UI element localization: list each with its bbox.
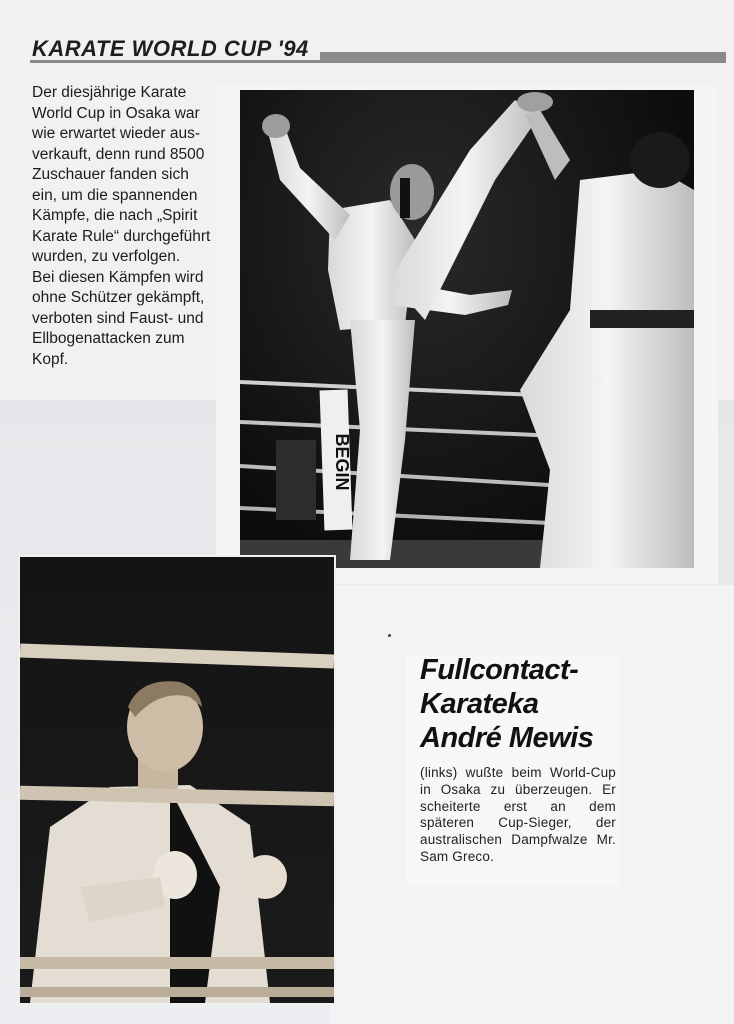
caption-title-line: André Mewis	[420, 722, 594, 754]
caption-text: (links) wußte beim World-Cup in Osaka zu überzeugen. Er scheiterte erst an dem späteren Cup-Sieger, der australischen Dampfwalze Mr. Sam Greco.	[420, 765, 616, 864]
intro-line: Der diesjährige Karate	[32, 84, 187, 101]
intro-line: wurden, zu verfolgen.	[32, 248, 181, 265]
intro-line: verboten sind Faust- und	[32, 309, 204, 327]
article-title: KARATE WORLD CUP '94	[32, 36, 309, 61]
belt-label: BEGIN	[332, 433, 352, 491]
fight-photo-image	[240, 90, 694, 568]
intro-line: Ellbogenattacken zum	[32, 330, 185, 347]
caption-title-line: Karateka	[420, 688, 539, 720]
caption-title-line: Fullcontact-	[420, 654, 579, 686]
fight-photo	[216, 86, 718, 584]
intro-line: ohne Schützer gekämpft,	[32, 289, 205, 306]
title-rule	[320, 52, 726, 63]
intro-line: Zuschauer fanden sich	[32, 166, 189, 183]
fighter-portrait-illustration	[20, 557, 334, 1003]
intro-line: verkauft, denn rund 8500	[32, 145, 205, 163]
intro-line: Bei diesen Kämpfen wird	[32, 268, 204, 286]
intro-line: Karate Rule“ durchgeführt	[32, 227, 211, 245]
intro-paragraph	[32, 83, 228, 370]
intro-line: Kopf.	[32, 350, 69, 368]
intro-line: World Cup in Osaka war	[32, 104, 200, 122]
caption-title	[420, 653, 593, 755]
fighter-portrait-photo	[18, 555, 336, 1005]
fighter-portrait-image	[20, 557, 334, 1003]
intro-line: ein, um die spannenden	[32, 186, 198, 204]
fight-scene-illustration	[240, 90, 694, 568]
intro-line: Kämpfe, die nach „Spirit	[32, 207, 198, 224]
print-speck	[388, 634, 391, 637]
caption-box	[406, 655, 620, 885]
intro-line: wie erwartet wieder aus-	[32, 125, 200, 142]
title-banner	[30, 36, 726, 66]
